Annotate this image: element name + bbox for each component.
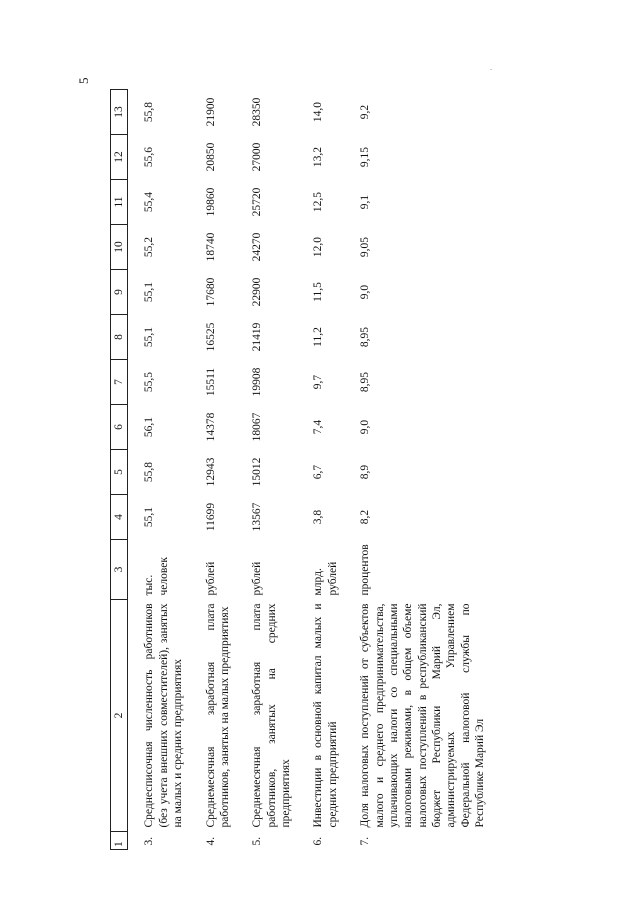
value-cell: 3,8: [312, 509, 325, 525]
value-cell: 9,0: [359, 284, 372, 300]
rotated-table-container: [110, 90, 530, 850]
value-cell: 9,05: [359, 236, 372, 258]
row-number: 3.: [143, 836, 156, 846]
header-cell: 9: [111, 270, 128, 315]
value-cell: 22900: [251, 277, 264, 307]
value-cell: 11,2: [312, 327, 325, 347]
value-cell: 16525: [204, 322, 217, 352]
value-cell: 17680: [204, 277, 217, 307]
value-cell: 55,8: [143, 101, 156, 123]
header-cell: 13: [111, 90, 128, 135]
value-cell: 55,4: [143, 191, 156, 213]
scan-mark: -: [490, 65, 493, 73]
value-cell: 15511: [204, 367, 217, 397]
value-cell: 11,5: [312, 282, 325, 302]
value-cell: 9,15: [359, 146, 372, 168]
value-cell: 11699: [204, 502, 217, 532]
value-cell: 55,1: [143, 281, 156, 303]
header-cell: 12: [111, 135, 128, 180]
value-cell: 20850: [204, 142, 217, 172]
value-cell: 8,2: [359, 509, 372, 525]
value-cell: 25720: [251, 187, 264, 217]
value-cell: 9,1: [359, 194, 372, 210]
value-cell: 55,1: [143, 506, 156, 528]
value-cell: 13567: [251, 502, 264, 532]
header-cell: 3: [111, 540, 128, 600]
value-cell: 18740: [204, 232, 217, 262]
table-row: [190, 90, 237, 850]
header-cell: 10: [111, 225, 128, 270]
unit-of-measure: рублей: [251, 561, 264, 596]
value-cell: 19860: [204, 187, 217, 217]
value-cell: 24270: [251, 232, 264, 262]
value-cell: 21900: [204, 97, 217, 127]
value-cell: 12,5: [312, 191, 325, 213]
unit-of-measure: млрд. рублей: [312, 561, 339, 596]
unit-of-measure: рублей: [204, 561, 217, 596]
indicator-name: Среднемесячная заработная плата работников, занятых на средних предприятиях: [251, 603, 292, 828]
table-row: [344, 90, 491, 850]
row-number: 5.: [251, 836, 264, 846]
value-cell: 56,1: [143, 416, 156, 438]
value-cell: 6,7: [312, 464, 325, 480]
header-cell: 6: [111, 405, 128, 450]
value-cell: 27000: [251, 142, 264, 172]
value-cell: 8,95: [359, 326, 372, 348]
header-cell: 2: [111, 600, 128, 832]
value-cell: 12943: [204, 457, 217, 487]
indicator-name: Среднесписочная численность работников (без учета внешних совместителей), занятых на малых и средних предприятиях: [143, 603, 185, 828]
value-cell: 55,5: [143, 371, 156, 393]
table-row: [128, 90, 190, 850]
row-number: 7.: [359, 836, 372, 846]
value-cell: 55,1: [143, 326, 156, 348]
value-cell: 14378: [204, 412, 217, 442]
value-cell: 15012: [251, 457, 264, 487]
value-cell: 9,0: [359, 419, 372, 435]
value-cell: 8,9: [359, 464, 372, 480]
value-cell: 55,2: [143, 236, 156, 258]
value-cell: 28350: [251, 97, 264, 127]
header-cell: 1: [111, 832, 128, 850]
value-cell: 13,2: [312, 146, 325, 168]
indicators-table: [110, 89, 492, 850]
value-cell: 21419: [251, 322, 264, 352]
value-cell: 19908: [251, 367, 264, 397]
unit-of-measure: процентов: [359, 544, 372, 596]
value-cell: 55,6: [143, 146, 156, 168]
value-cell: 8,95: [359, 371, 372, 393]
header-cell: 5: [111, 450, 128, 495]
table-header-row: [111, 90, 128, 850]
header-cell: 7: [111, 360, 128, 405]
value-cell: 18067: [251, 412, 264, 442]
value-cell: 55,8: [143, 461, 156, 483]
value-cell: 9,7: [312, 374, 325, 390]
row-number: 6.: [312, 836, 325, 846]
indicator-name: Среднемесячная заработная плата работников, занятых на малых предприятиях: [204, 603, 231, 828]
table-row: [297, 90, 344, 850]
indicator-name: Инвестиции в основной капитал малых и средних предприятий: [312, 603, 339, 828]
header-cell: 8: [111, 315, 128, 360]
value-cell: 9,2: [359, 104, 372, 120]
header-cell: 11: [111, 180, 128, 225]
value-cell: 7,4: [312, 419, 325, 435]
unit-of-measure: тыс. человек: [143, 557, 170, 596]
table-row: [236, 90, 297, 850]
page-number: 5: [76, 77, 91, 84]
indicator-name: Доля налоговых поступлений от субъектов малого и среднего предпринимательства, уплачивающих налоги со специальными налоговыми режимами, в общем объеме налоговых поступлений в республиканский бюджет Республики Марий Эл, администрируемых Управлением Федеральной налоговой службы по Республике Марий Эл: [359, 603, 487, 828]
value-cell: 14,0: [312, 101, 325, 123]
value-cell: 12,0: [312, 236, 325, 258]
header-cell: 4: [111, 495, 128, 540]
row-number: 4.: [204, 836, 217, 846]
